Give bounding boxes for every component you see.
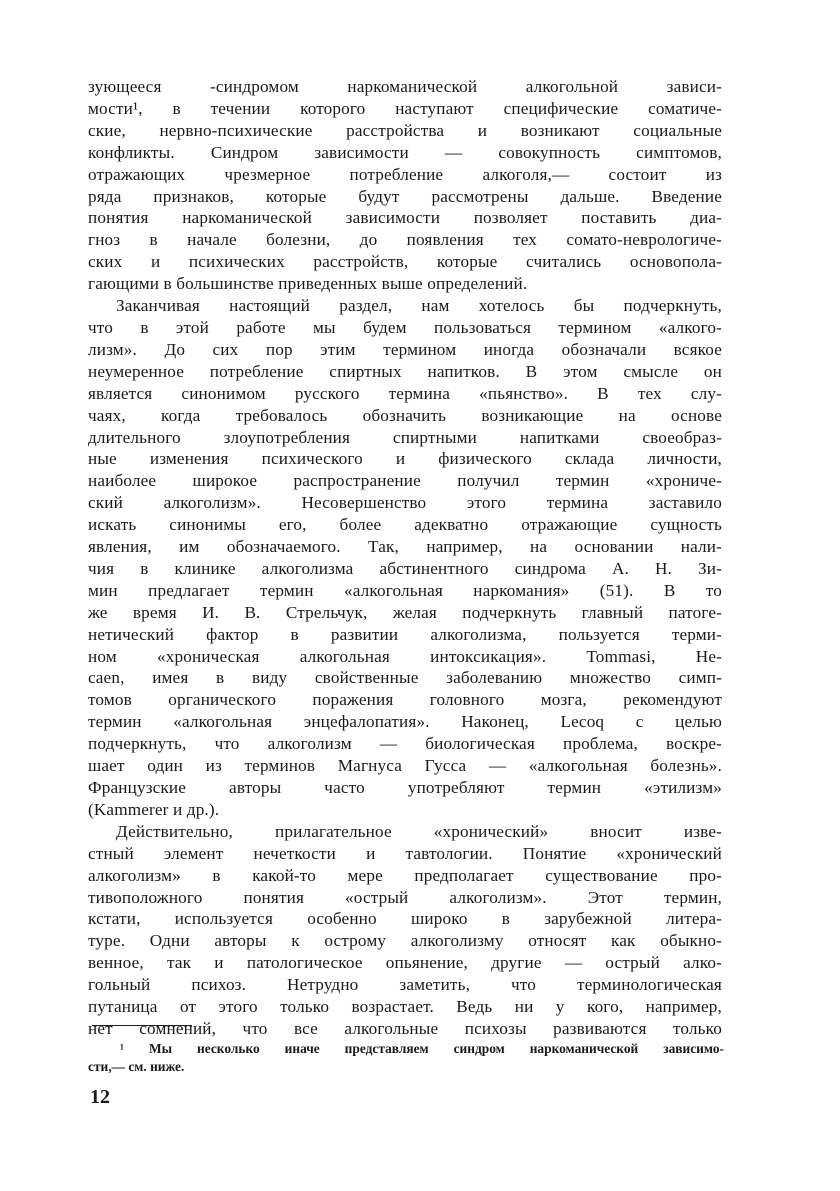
- text-line: искать синонимы его, более адекватно отражающие сущность: [88, 515, 722, 535]
- text-line: ских и психических расстройств, которые считались основопола-: [88, 252, 722, 272]
- text-line: ские, нервно-психические расстройства и возникают социальные: [88, 120, 722, 140]
- text-line: тивоположного понятия «острый алкоголизм». Этот термин,: [88, 887, 722, 907]
- text-line: алкоголизм» в какой-то мере предполагает существование про-: [88, 865, 722, 885]
- text-line: зующееся -синдромом наркоманической алкогольной зависи-: [88, 77, 722, 96]
- text-line: гольный психоз. Нетрудно заметить, что терминологическая: [88, 975, 722, 995]
- text-line: понятия наркоманической зависимости позволяет поставить диа-: [88, 208, 722, 228]
- text-line: отражающих чрезмерное потребление алкоголя,— состоит из: [88, 164, 722, 184]
- text-line: томов органического поражения головного мозга, рекомендуют: [88, 690, 722, 710]
- text-line: конфликты. Синдром зависимости — совокупность симптомов,: [88, 142, 722, 162]
- text-line: Заканчивая настоящий раздел, нам хотелось бы подчеркнуть,: [116, 296, 722, 316]
- text-line: мин предлагает термин «алкогольная наркомания» (51). В то: [88, 580, 722, 600]
- text-line: явления, им обозначаемого. Так, например, на основании нали-: [88, 537, 722, 557]
- text-line: кстати, используется особенно широко в зарубежной литера-: [88, 909, 722, 929]
- text-line: гноз в начале болезни, до появления тех сомато-неврологиче-: [88, 230, 722, 250]
- paragraph-1: [88, 76, 722, 295]
- page-number: 12: [90, 1086, 110, 1108]
- text-line: Французские авторы часто употребляют термин «этилизм»: [88, 778, 722, 797]
- text-line: венное, так и патологическое опьянение, другие — острый алко-: [88, 953, 722, 973]
- text-line: шает один из терминов Магнуса Гусса — «алкогольная болезнь».: [88, 756, 722, 776]
- footnote-divider: [92, 1025, 192, 1026]
- text-line: же время И. В. Стрельчук, желая подчеркнуть главный патоге-: [88, 602, 722, 622]
- text-line: чия в клинике алкоголизма абстинентного синдрома А. Н. Зи-: [88, 558, 722, 578]
- text-line: термин «алкогольная энцефалопатия». Наконец, Lecoq с целью: [88, 712, 722, 732]
- text-line: нетический фактор в развитии алкоголизма, пользуется терми-: [88, 624, 722, 644]
- text-line: caen, имея в виду свойственные заболеванию множество симп-: [88, 668, 722, 688]
- text-line: путаница от этого только возрастает. Ведь ни у кого, например,: [88, 997, 722, 1017]
- text-line: неумеренное потребление спиртных напитков. В этом смысле он: [88, 361, 722, 381]
- text-line: длительного злоупотребления спиртными напитками своеобраз-: [88, 427, 722, 447]
- text-line: (Kammerer и др.).: [88, 799, 220, 819]
- text-line: мости¹, в течении которого наступают специфические соматиче-: [88, 98, 722, 118]
- text-line: наиболее широкое распространение получил термин «хрониче-: [88, 471, 722, 491]
- text-line: ряда признаков, которые будут рассмотрены дальше. Введение: [88, 186, 722, 206]
- text-line: стный элемент нечеткости и тавтологии. Понятие «хронический: [88, 843, 722, 863]
- text-line: нет сомнений, что все алкогольные психозы развиваются только: [88, 1018, 722, 1038]
- body-text: [88, 76, 722, 1040]
- paragraph-2: [88, 295, 722, 821]
- text-line: является синонимом русского термина «пьянство». В тех слу-: [88, 383, 722, 403]
- paragraph-3: [88, 821, 722, 1040]
- footnote-line: ¹ Мы несколько иначе представляем синдром наркоманической зависимо-: [120, 1041, 724, 1056]
- text-line: туре. Одни авторы к острому алкоголизму относят как обыкно-: [88, 931, 722, 951]
- text-line: ский алкоголизм». Несовершенство этого термина заставило: [88, 493, 722, 513]
- text-line: Действительно, прилагательное «хронический» вносит изве-: [116, 821, 722, 841]
- text-line: подчеркнуть, что алкоголизм — биологическая проблема, воскре-: [88, 734, 722, 754]
- footnote: [88, 1040, 724, 1076]
- text-line: гающими в большинстве приведенных выше определений.: [88, 274, 528, 294]
- text-line: чаях, когда требовалось обозначить возникающие на основе: [88, 405, 722, 425]
- text-line: ном «хроническая алкогольная интоксикация». Tommasi, He-: [88, 646, 722, 666]
- text-line: что в этой работе мы будем пользоваться термином «алкого-: [88, 317, 722, 337]
- text-line: лизм». До сих пор этим термином иногда обозначали всякое: [88, 339, 722, 359]
- text-line: ные изменения психического и физического склада личности,: [88, 449, 722, 469]
- footnote-line: сти,— см. ниже.: [88, 1059, 185, 1074]
